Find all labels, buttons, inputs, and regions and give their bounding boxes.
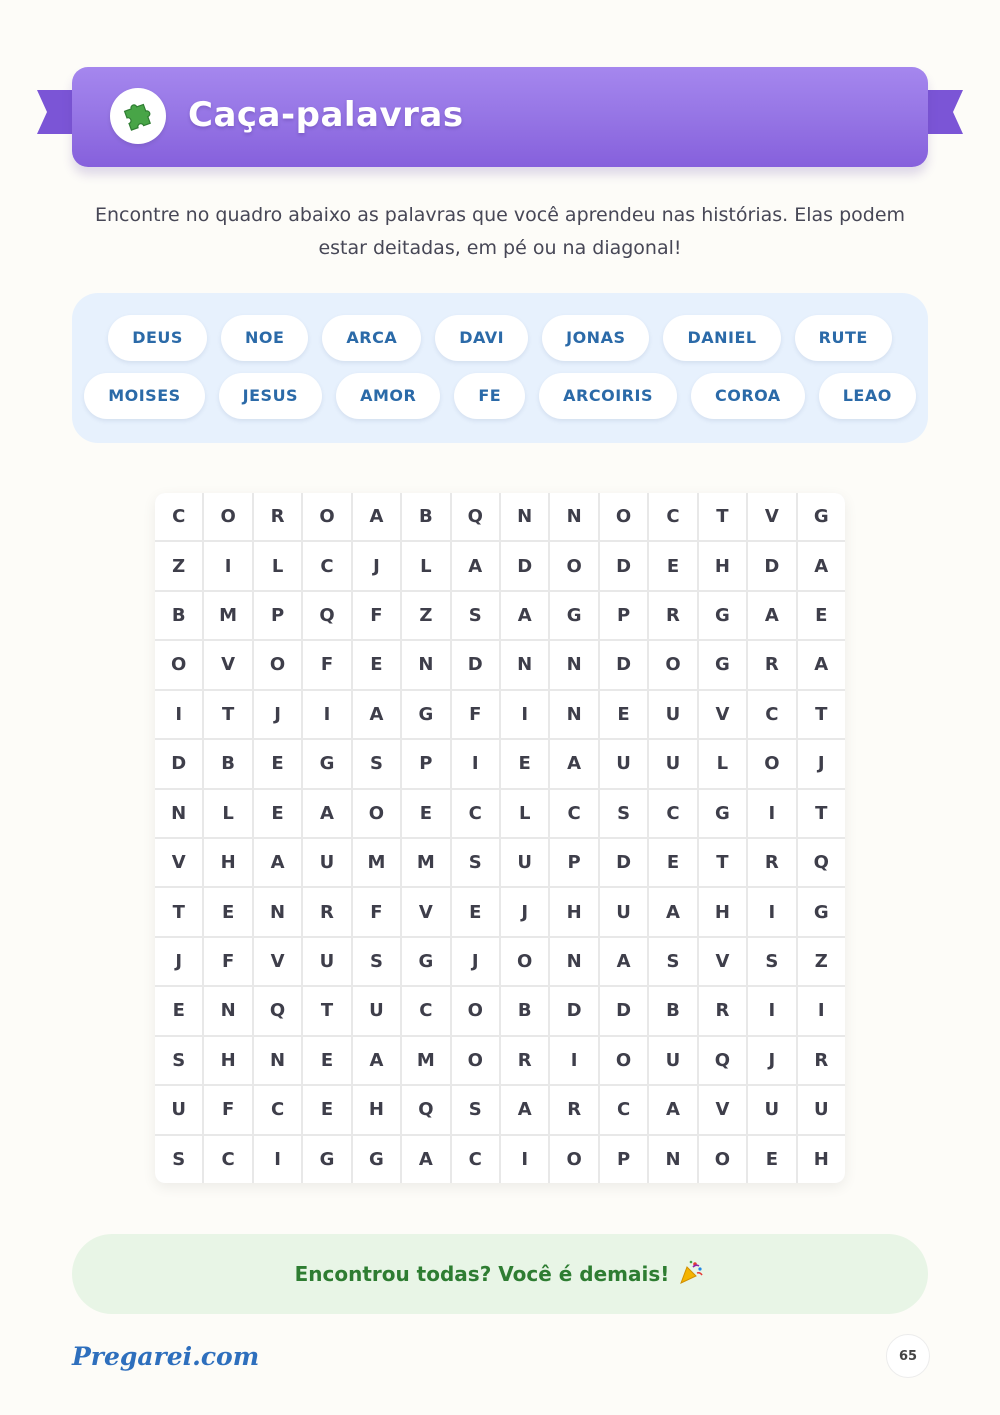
word-search-grid: [155, 493, 845, 1183]
grid-cell[interactable]: U: [303, 839, 350, 886]
grid-cell[interactable]: C: [600, 1086, 647, 1133]
grid-cell[interactable]: I: [501, 1136, 548, 1183]
grid-cell[interactable]: E: [303, 1037, 350, 1084]
grid-cell[interactable]: G: [402, 938, 449, 985]
grid-cell[interactable]: N: [402, 641, 449, 688]
grid-cell[interactable]: D: [600, 641, 647, 688]
grid-cell[interactable]: B: [402, 493, 449, 540]
word-bank-row-1: [72, 315, 928, 361]
grid-cell[interactable]: E: [402, 790, 449, 837]
grid-cell[interactable]: E: [649, 542, 696, 589]
grid-cell[interactable]: L: [501, 790, 548, 837]
grid-cell[interactable]: P: [254, 592, 301, 639]
grid-cell[interactable]: U: [501, 839, 548, 886]
grid-cell[interactable]: S: [353, 938, 400, 985]
grid-cell[interactable]: I: [254, 1136, 301, 1183]
grid-cell[interactable]: R: [649, 592, 696, 639]
grid-cell[interactable]: O: [748, 740, 795, 787]
grid-cell[interactable]: C: [254, 1086, 301, 1133]
grid-cell[interactable]: N: [649, 1136, 696, 1183]
grid-cell[interactable]: H: [204, 839, 251, 886]
grid-cell[interactable]: U: [155, 1086, 202, 1133]
grid-cell[interactable]: C: [452, 1136, 499, 1183]
grid-cell[interactable]: A: [353, 1037, 400, 1084]
grid-cell[interactable]: I: [748, 987, 795, 1034]
grid-cell[interactable]: C: [550, 790, 597, 837]
grid-cell[interactable]: E: [204, 888, 251, 935]
grid-cell[interactable]: G: [402, 691, 449, 738]
grid-cell[interactable]: A: [353, 493, 400, 540]
grid-cell[interactable]: U: [649, 740, 696, 787]
grid-cell[interactable]: A: [649, 888, 696, 935]
grid-cell[interactable]: N: [550, 938, 597, 985]
word-chip: LEAO: [819, 373, 916, 419]
grid-cell[interactable]: H: [204, 1037, 251, 1084]
ribbon-tail-left: [37, 90, 77, 134]
grid-cell[interactable]: G: [303, 740, 350, 787]
grid-cell[interactable]: Q: [303, 592, 350, 639]
grid-cell[interactable]: H: [798, 1136, 845, 1183]
grid-cell[interactable]: Z: [402, 592, 449, 639]
grid-cell[interactable]: A: [501, 1086, 548, 1133]
grid-cell[interactable]: N: [254, 1037, 301, 1084]
word-chip: DEUS: [108, 315, 207, 361]
grid-cell[interactable]: F: [204, 938, 251, 985]
grid-cell[interactable]: T: [699, 493, 746, 540]
grid-cell[interactable]: D: [550, 987, 597, 1034]
grid-cell[interactable]: I: [748, 790, 795, 837]
grid-cell[interactable]: D: [600, 839, 647, 886]
grid-cell[interactable]: A: [501, 592, 548, 639]
grid-cell[interactable]: N: [204, 987, 251, 1034]
grid-cell[interactable]: F: [204, 1086, 251, 1133]
grid-cell[interactable]: B: [204, 740, 251, 787]
grid-cell[interactable]: E: [748, 1136, 795, 1183]
grid-cell[interactable]: G: [699, 592, 746, 639]
grid-cell[interactable]: A: [303, 790, 350, 837]
grid-cell[interactable]: L: [254, 542, 301, 589]
grid-cell[interactable]: U: [600, 740, 647, 787]
grid-cell[interactable]: V: [699, 691, 746, 738]
grid-cell[interactable]: Z: [155, 542, 202, 589]
grid-cell[interactable]: N: [501, 641, 548, 688]
grid-cell[interactable]: V: [254, 938, 301, 985]
grid-cell[interactable]: R: [748, 839, 795, 886]
grid-cell[interactable]: O: [501, 938, 548, 985]
grid-cell[interactable]: F: [353, 888, 400, 935]
grid-cell[interactable]: G: [550, 592, 597, 639]
page-title: Caça-palavras: [188, 95, 464, 135]
word-bank: [72, 293, 928, 443]
grid-cell[interactable]: O: [600, 1037, 647, 1084]
grid-cell[interactable]: R: [798, 1037, 845, 1084]
grid-cell[interactable]: O: [452, 1037, 499, 1084]
grid-cell[interactable]: Z: [798, 938, 845, 985]
grid-cell[interactable]: R: [550, 1086, 597, 1133]
grid-cell[interactable]: P: [550, 839, 597, 886]
grid-cell[interactable]: A: [798, 641, 845, 688]
grid-cell[interactable]: R: [699, 987, 746, 1034]
grid-cell[interactable]: A: [748, 592, 795, 639]
grid-cell[interactable]: O: [155, 641, 202, 688]
grid-cell[interactable]: U: [649, 1037, 696, 1084]
grid-cell[interactable]: O: [550, 1136, 597, 1183]
grid-cell[interactable]: G: [699, 790, 746, 837]
grid-cell[interactable]: E: [254, 740, 301, 787]
grid-cell[interactable]: V: [402, 888, 449, 935]
party-popper-icon: [677, 1258, 705, 1291]
grid-cell[interactable]: A: [452, 542, 499, 589]
grid-cell[interactable]: O: [353, 790, 400, 837]
word-chip: COROA: [691, 373, 805, 419]
grid-cell[interactable]: V: [748, 493, 795, 540]
grid-cell[interactable]: O: [600, 493, 647, 540]
grid-cell[interactable]: C: [155, 493, 202, 540]
grid-cell[interactable]: T: [204, 691, 251, 738]
word-chip: RUTE: [795, 315, 892, 361]
grid-cell[interactable]: E: [452, 888, 499, 935]
grid-cell[interactable]: G: [798, 888, 845, 935]
grid-cell[interactable]: M: [402, 839, 449, 886]
grid-cell[interactable]: C: [402, 987, 449, 1034]
grid-cell[interactable]: S: [353, 740, 400, 787]
grid-cell[interactable]: O: [254, 641, 301, 688]
grid-cell[interactable]: T: [699, 839, 746, 886]
grid-cell[interactable]: J: [798, 740, 845, 787]
grid-cell[interactable]: A: [600, 938, 647, 985]
word-bank-row-2: [72, 373, 928, 419]
grid-cell[interactable]: F: [452, 691, 499, 738]
grid-cell[interactable]: D: [600, 542, 647, 589]
grid-cell[interactable]: H: [699, 542, 746, 589]
grid-cell[interactable]: D: [600, 987, 647, 1034]
grid-cell[interactable]: N: [550, 641, 597, 688]
ribbon-tail-right: [923, 90, 963, 134]
grid-cell[interactable]: U: [303, 938, 350, 985]
grid-cell[interactable]: J: [254, 691, 301, 738]
grid-cell[interactable]: D: [501, 542, 548, 589]
word-chip: NOE: [221, 315, 308, 361]
grid-cell[interactable]: N: [550, 493, 597, 540]
grid-cell[interactable]: J: [353, 542, 400, 589]
grid-cell[interactable]: Q: [254, 987, 301, 1034]
grid-cell[interactable]: S: [748, 938, 795, 985]
grid-cell[interactable]: R: [254, 493, 301, 540]
word-chip: JESUS: [219, 373, 322, 419]
grid-cell[interactable]: V: [699, 938, 746, 985]
word-chip: ARCA: [322, 315, 421, 361]
grid-cell[interactable]: J: [748, 1037, 795, 1084]
grid-cell[interactable]: D: [155, 740, 202, 787]
grid-cell[interactable]: I: [303, 691, 350, 738]
grid-cell[interactable]: B: [501, 987, 548, 1034]
word-chip: DAVI: [435, 315, 528, 361]
word-chip: JONAS: [542, 315, 649, 361]
grid-cell[interactable]: B: [649, 987, 696, 1034]
grid-cell[interactable]: T: [798, 691, 845, 738]
grid-cell[interactable]: C: [452, 790, 499, 837]
grid-cell[interactable]: V: [699, 1086, 746, 1133]
word-chip: FE: [454, 373, 525, 419]
grid-cell[interactable]: J: [501, 888, 548, 935]
page-number: 65: [886, 1334, 930, 1378]
grid-cell[interactable]: A: [402, 1136, 449, 1183]
grid-cell[interactable]: P: [600, 1136, 647, 1183]
grid-cell[interactable]: J: [155, 938, 202, 985]
grid-cell[interactable]: M: [204, 592, 251, 639]
grid-cell[interactable]: H: [699, 888, 746, 935]
grid-cell[interactable]: E: [254, 790, 301, 837]
grid-cell[interactable]: Q: [402, 1086, 449, 1133]
grid-cell[interactable]: B: [155, 592, 202, 639]
grid-cell[interactable]: I: [748, 888, 795, 935]
grid-cell[interactable]: A: [798, 542, 845, 589]
grid-cell[interactable]: C: [748, 691, 795, 738]
grid-cell[interactable]: D: [748, 542, 795, 589]
word-chip: DANIEL: [663, 315, 780, 361]
grid-cell[interactable]: V: [204, 641, 251, 688]
grid-cell[interactable]: C: [204, 1136, 251, 1183]
grid-cell[interactable]: T: [303, 987, 350, 1034]
grid-cell[interactable]: G: [798, 493, 845, 540]
grid-cell[interactable]: H: [550, 888, 597, 935]
grid-cell[interactable]: S: [155, 1136, 202, 1183]
grid-cell[interactable]: P: [402, 740, 449, 787]
grid-cell[interactable]: E: [798, 592, 845, 639]
word-chip: ARCOIRIS: [539, 373, 677, 419]
grid-cell[interactable]: N: [550, 691, 597, 738]
grid-cell[interactable]: R: [501, 1037, 548, 1084]
grid-cell[interactable]: T: [798, 790, 845, 837]
grid-cell[interactable]: Q: [452, 493, 499, 540]
grid-cell[interactable]: F: [303, 641, 350, 688]
grid-cell[interactable]: G: [303, 1136, 350, 1183]
grid-cell[interactable]: I: [452, 740, 499, 787]
grid-cell[interactable]: P: [600, 592, 647, 639]
grid-cell[interactable]: S: [452, 839, 499, 886]
grid-cell[interactable]: J: [452, 938, 499, 985]
congrats-banner: [72, 1234, 928, 1314]
grid-cell[interactable]: E: [155, 987, 202, 1034]
grid-cell[interactable]: A: [649, 1086, 696, 1133]
grid-cell[interactable]: I: [798, 987, 845, 1034]
grid-cell[interactable]: R: [748, 641, 795, 688]
grid-cell[interactable]: R: [303, 888, 350, 935]
grid-cell[interactable]: V: [155, 839, 202, 886]
grid-cell[interactable]: A: [254, 839, 301, 886]
grid-cell[interactable]: S: [452, 1086, 499, 1133]
grid-cell[interactable]: D: [452, 641, 499, 688]
title-banner: [72, 67, 928, 167]
grid-cell[interactable]: S: [600, 790, 647, 837]
grid-cell[interactable]: O: [550, 542, 597, 589]
grid-cell[interactable]: E: [501, 740, 548, 787]
word-chip: AMOR: [336, 373, 440, 419]
grid-cell[interactable]: L: [402, 542, 449, 589]
word-chip: MOISES: [84, 373, 204, 419]
grid-cell[interactable]: E: [649, 839, 696, 886]
grid-cell[interactable]: C: [303, 542, 350, 589]
grid-cell[interactable]: G: [353, 1136, 400, 1183]
grid-cell[interactable]: O: [204, 493, 251, 540]
grid-cell[interactable]: Q: [798, 839, 845, 886]
grid-cell[interactable]: U: [798, 1086, 845, 1133]
grid-cell[interactable]: I: [550, 1037, 597, 1084]
grid-cell[interactable]: I: [501, 691, 548, 738]
grid-cell[interactable]: A: [550, 740, 597, 787]
grid-cell[interactable]: U: [600, 888, 647, 935]
grid-cell[interactable]: M: [353, 839, 400, 886]
grid-cell[interactable]: C: [649, 493, 696, 540]
grid-cell[interactable]: N: [501, 493, 548, 540]
instructions-text: Encontre no quadro abaixo as palavras que você aprendeu nas histórias. Elas podem estar deitadas, em pé ou na diagonal!: [94, 204, 906, 259]
grid-cell[interactable]: I: [155, 691, 202, 738]
brand-logo: Pregarei.com: [72, 1342, 260, 1371]
grid-cell[interactable]: G: [699, 641, 746, 688]
congrats-text: Encontrou todas? Você é demais!: [294, 1262, 670, 1286]
grid-cell[interactable]: M: [402, 1037, 449, 1084]
grid-cell[interactable]: U: [649, 691, 696, 738]
grid-cell[interactable]: S: [452, 592, 499, 639]
grid-cell[interactable]: N: [254, 888, 301, 935]
grid-cell[interactable]: L: [699, 740, 746, 787]
grid-cell[interactable]: E: [303, 1086, 350, 1133]
grid-cell[interactable]: S: [155, 1037, 202, 1084]
grid-cell[interactable]: I: [204, 542, 251, 589]
grid-cell[interactable]: N: [155, 790, 202, 837]
grid-cell[interactable]: T: [155, 888, 202, 935]
grid-cell[interactable]: A: [353, 691, 400, 738]
grid-cell[interactable]: H: [353, 1086, 400, 1133]
grid-cell[interactable]: E: [353, 641, 400, 688]
grid-cell[interactable]: C: [649, 790, 696, 837]
grid-cell[interactable]: O: [452, 987, 499, 1034]
puzzle-piece-icon: [110, 88, 166, 144]
grid-cell[interactable]: U: [748, 1086, 795, 1133]
grid-cell[interactable]: O: [303, 493, 350, 540]
grid-cell[interactable]: L: [204, 790, 251, 837]
grid-cell[interactable]: Q: [699, 1037, 746, 1084]
grid-cell[interactable]: E: [600, 691, 647, 738]
grid-cell[interactable]: O: [649, 641, 696, 688]
grid-cell[interactable]: U: [353, 987, 400, 1034]
grid-cell[interactable]: F: [353, 592, 400, 639]
grid-cell[interactable]: O: [699, 1136, 746, 1183]
grid-cell[interactable]: S: [649, 938, 696, 985]
